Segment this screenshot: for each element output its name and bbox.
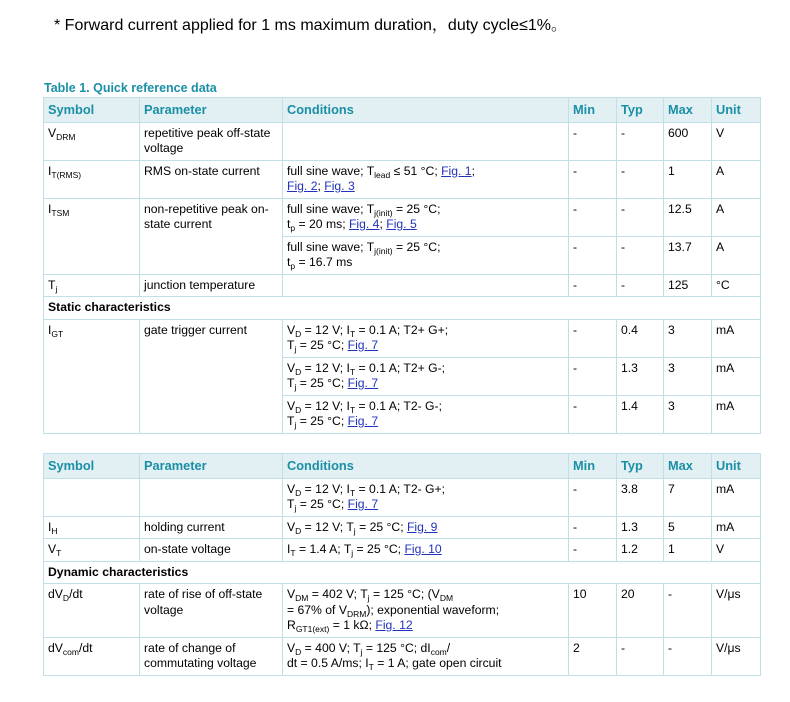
table-row (44, 122, 761, 160)
header-parameter: Parameter (140, 454, 283, 479)
table-row (44, 584, 761, 638)
max-cell: 7 (664, 478, 712, 516)
parameter-cell: RMS on-state current (140, 160, 283, 198)
conditions-cell: $V_D = 12$ V; $I_T = 0.1$ A; T2- G-; $T_j = 25$ °C; Fig. 7 (283, 395, 569, 433)
table-row (44, 478, 761, 516)
symbol-cell (44, 478, 140, 516)
typ-cell: - (617, 160, 664, 198)
conditions-cell: full sine wave; $T_{j(init)} = 25$ °C; $t_p = 16.7$ ms (283, 236, 569, 274)
unit-cell: A (712, 236, 761, 274)
fig-1-link[interactable]: Fig. 1 (441, 163, 472, 178)
min-cell: - (569, 478, 617, 516)
max-cell: 600 (664, 122, 712, 160)
typ-cell: 1.4 (617, 395, 664, 433)
max-cell: - (664, 584, 712, 638)
max-cell: 3 (664, 357, 712, 395)
table-row (44, 160, 761, 198)
symbol-cell: $T_j$ (44, 274, 140, 297)
typ-cell: 1.2 (617, 539, 664, 562)
header-min: Min (569, 98, 617, 123)
symbol-cell: $V_{DRM}$ (44, 122, 140, 160)
typ-cell: 3.8 (617, 478, 664, 516)
section-dynamic-characteristics: Dynamic characteristics (44, 561, 761, 584)
table-caption: Table 1. Quick reference data (44, 81, 217, 95)
min-cell: 10 (569, 584, 617, 638)
unit-cell: °C (712, 274, 761, 297)
min-cell: 2 (569, 637, 617, 675)
header-parameter: Parameter (140, 98, 283, 123)
header-unit: Unit (712, 454, 761, 479)
unit-cell: V (712, 122, 761, 160)
symbol-cell: $dV_{com}/dt$ (44, 637, 140, 675)
symbol-cell: $I_H$ (44, 516, 140, 539)
unit-cell: V/μs (712, 584, 761, 638)
table-row (44, 319, 761, 357)
header-typ: Typ (617, 98, 664, 123)
typ-cell: 1.3 (617, 357, 664, 395)
min-cell: - (569, 516, 617, 539)
typ-cell: 20 (617, 584, 664, 638)
header-symbol: Symbol (44, 98, 140, 123)
fig-10-link[interactable]: Fig. 10 (404, 542, 442, 556)
section-static-characteristics: Static characteristics (44, 297, 761, 320)
max-cell: 5 (664, 516, 712, 539)
header-symbol: Symbol (44, 454, 140, 479)
parameter-cell: on-state voltage (140, 539, 283, 562)
conditions-cell: $V_D = 400$ V; $T_j = 125$ °C; $dI_{com}/$ dt = 0.5 A/ms; $I_T = 1$ A; gate open circuit (283, 637, 569, 675)
unit-cell: V/μs (712, 637, 761, 675)
parameter-cell: rate of rise of off-state voltage (140, 584, 283, 638)
unit-cell: mA (712, 478, 761, 516)
max-cell: 1 (664, 160, 712, 198)
unit-cell: mA (712, 319, 761, 357)
symbol-cell: $dV_D/dt$ (44, 584, 140, 638)
min-cell: - (569, 236, 617, 274)
fig-12-link[interactable]: Fig. 12 (375, 618, 413, 632)
unit-cell: V (712, 539, 761, 562)
min-cell: - (569, 198, 617, 236)
typ-cell: - (617, 637, 664, 675)
section-row (44, 561, 761, 584)
unit-cell: A (712, 160, 761, 198)
conditions-cell: full sine wave; $T_{lead} \le 51$ °C; Fig. 1; Fig. 2; Fig. 3 (283, 160, 569, 198)
header-max: Max (664, 454, 712, 479)
symbol-cell: $I_{T(RMS)}$ (44, 160, 140, 198)
parameter-cell: junction temperature (140, 274, 283, 297)
parameter-cell: non-repetitive peak on-state current (140, 198, 283, 274)
fig-7-link[interactable]: Fig. 7 (347, 338, 379, 352)
header-unit: Unit (712, 98, 761, 123)
fig-5-link[interactable]: Fig. 5 (386, 217, 417, 231)
fig-7-link[interactable]: Fig. 7 (347, 414, 379, 428)
typ-cell: - (617, 236, 664, 274)
symbol-cell: $I_{GT}$ (44, 319, 140, 433)
header-conditions: Conditions (283, 98, 569, 123)
conditions-cell: $V_D = 12$ V; $I_T = 0.1$ A; T2- G+; $T_j = 25$ °C; Fig. 7 (283, 478, 569, 516)
unit-cell: mA (712, 516, 761, 539)
typ-cell: - (617, 274, 664, 297)
unit-cell: mA (712, 357, 761, 395)
table-row (44, 637, 761, 675)
symbol-cell: $I_{TSM}$ (44, 198, 140, 274)
min-cell: - (569, 357, 617, 395)
min-cell: - (569, 539, 617, 562)
conditions-cell: full sine wave; $T_{j(init)} = 25$ °C; $t_p = 20$ ms; Fig. 4; Fig. 5 (283, 198, 569, 236)
conditions-cell: $V_D = 12$ V; $T_j = 25$ °C; Fig. 9 (283, 516, 569, 539)
parameter-cell: repetitive peak off-state voltage (140, 122, 283, 160)
max-cell: 3 (664, 395, 712, 433)
typ-cell: - (617, 198, 664, 236)
header-row (44, 454, 761, 479)
parameter-cell: gate trigger current (140, 319, 283, 433)
min-cell: - (569, 160, 617, 198)
min-cell: - (569, 395, 617, 433)
max-cell: 125 (664, 274, 712, 297)
table-row (44, 198, 761, 236)
min-cell: - (569, 319, 617, 357)
unit-cell: A (712, 198, 761, 236)
table-row (44, 274, 761, 297)
header-max: Max (664, 98, 712, 123)
fig-7-link[interactable]: Fig. 7 (347, 497, 379, 511)
header-min: Min (569, 454, 617, 479)
fig-7-link[interactable]: Fig. 7 (347, 376, 379, 390)
min-cell: - (569, 274, 617, 297)
table-row (44, 516, 761, 539)
quick-reference-table-continued (43, 453, 761, 676)
symbol-cell: $V_T$ (44, 539, 140, 562)
header-row (44, 98, 761, 123)
conditions-cell (283, 274, 569, 297)
fig-4-link[interactable]: Fig. 4 (348, 217, 380, 231)
fig-2-link[interactable]: Fig. 2 (287, 179, 318, 193)
max-cell: 3 (664, 319, 712, 357)
unit-cell: mA (712, 395, 761, 433)
fig-9-link[interactable]: Fig. 9 (406, 519, 438, 534)
max-cell: 1 (664, 539, 712, 562)
section-row (44, 297, 761, 320)
min-cell: - (569, 122, 617, 160)
parameter-cell (140, 478, 283, 516)
conditions-cell: $I_T = 1.4$ A; $T_j = 25$ °C; Fig. 10 (283, 539, 569, 562)
footnote: * Forward current applied for 1 ms maximum duration，duty cycle≤1%。 (54, 17, 567, 34)
conditions-cell: $V_D = 12$ V; $I_T = 0.1$ A; T2+ G+; $T_j = 25$ °C; Fig. 7 (283, 319, 569, 357)
conditions-cell: $V_{DM} = 402$ V; $T_j = 125$ °C; ($V_{DM}$ = 67% of $V_{DRM}$); exponential waveform; $R_{GT1(ext)} = 1$ kΩ; Fig. 12 (283, 584, 569, 638)
quick-reference-table (43, 97, 761, 434)
parameter-cell: rate of change of commutating voltage (140, 637, 283, 675)
max-cell: - (664, 637, 712, 675)
max-cell: 12.5 (664, 198, 712, 236)
fig-3-link[interactable]: Fig. 3 (324, 179, 355, 193)
max-cell: 13.7 (664, 236, 712, 274)
parameter-cell: holding current (140, 516, 283, 539)
typ-cell: 0.4 (617, 319, 664, 357)
conditions-cell: $V_D = 12$ V; $I_T = 0.1$ A; T2+ G-; $T_j = 25$ °C; Fig. 7 (283, 357, 569, 395)
header-conditions: Conditions (283, 454, 569, 479)
typ-cell: - (617, 122, 664, 160)
conditions-cell (283, 122, 569, 160)
table-row (44, 539, 761, 562)
header-typ: Typ (617, 454, 664, 479)
typ-cell: 1.3 (617, 516, 664, 539)
